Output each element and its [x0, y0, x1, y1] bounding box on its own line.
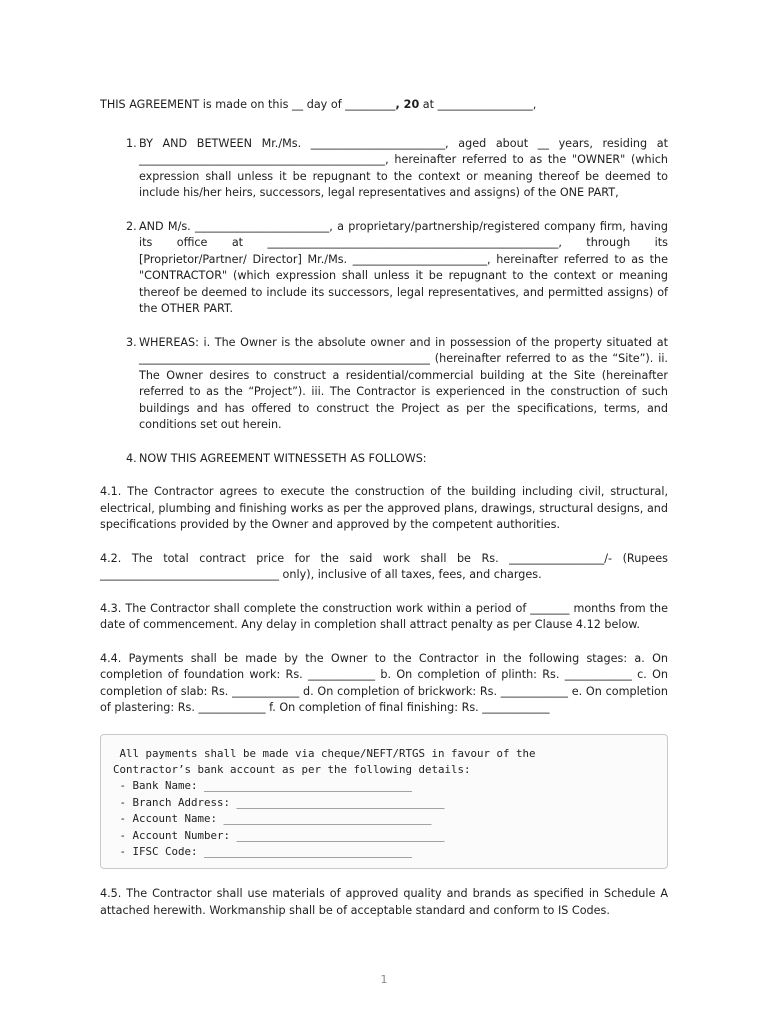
bank-name-line: - Bank Name: ________________________________ — [113, 779, 413, 793]
paragraph-4-3: 4.3. The Contractor shall complete the construction work within a period of _______ months from the date of commencement. Any delay in completion shall attract penalty as per Clause 4.12 below. — [100, 601, 668, 631]
agreement-intro — [100, 97, 668, 114]
page-number: 1 — [380, 973, 388, 986]
clause-item — [100, 136, 668, 202]
account-name-line: - Account Name: ________________________________ — [113, 812, 432, 826]
clause-item — [100, 219, 668, 318]
account-number-line: - Account Number: ________________________________ — [113, 828, 445, 842]
ifsc-code-line: - IFSC Code: ________________________________ — [113, 844, 413, 858]
paragraph-4-4: 4.4. Payments shall be made by the Owner to the Contractor in the following stages: a. On completion of foundation work: Rs. ____________ b. On completion of plinth: Rs. ____________ c. On completion of slab: Rs. ____________ d. On completion of brickwork: Rs. ____________ e. On completion of plastering: Rs. ____________ f. On completion of final finishing: Rs. ____________ — [100, 651, 668, 714]
bank-details-line: All payments shall be made via cheque/NEFT/RTGS in favour of the — [113, 746, 536, 760]
intro-place: at _________________, — [419, 98, 537, 111]
clause-text: BY AND BETWEEN Mr./Ms. ________________________, aged about __ years, residing at ____________________________________________, hereinafter referred to as the "OWNER" (which expression shall unless it be repugnant to the context or meaning thereof be deemed to include his/her heirs, successors, legal representatives and assigns) of the ONE PART, — [139, 136, 668, 199]
document-page — [100, 97, 668, 936]
clause-text: AND M/s. ________________________, a proprietary/partnership/registered company firm, having its office at ____________________________________________________, through its [Proprietor/Partner/ Director] Mr./Ms. ________________________, hereinafter referred to as the "CONTRACTOR" (which expression shall unless it be repugnant to the context or meaning thereof be deemed to include its successors, legal representatives, and permitted assigns) of the OTHER PART. — [139, 219, 668, 315]
branch-address-line: - Branch Address: ________________________________ — [113, 795, 445, 809]
clause-text: NOW THIS AGREEMENT WITNESSETH AS FOLLOWS: — [139, 451, 427, 465]
clause-number: 4. — [126, 451, 137, 465]
paragraph-4-2: 4.2. The total contract price for the said work shall be Rs. _________________/- (Rupees ________________________________ only), inclusive of all taxes, fees, and charges. — [100, 551, 668, 581]
clause-item — [100, 335, 668, 434]
bank-details-box — [100, 734, 668, 870]
clause-number: 3. — [126, 335, 137, 349]
clause-number: 2. — [126, 219, 137, 233]
intro-year: , 20 — [395, 98, 420, 111]
bank-details-line: Contractor’s bank account as per the following details: — [113, 762, 471, 776]
clause-number: 1. — [126, 136, 137, 150]
clause-item — [100, 451, 668, 468]
clause-text: WHEREAS: i. The Owner is the absolute owner and in possession of the property situated at ____________________________________________________ (hereinafter referred to as the “Site”). ii. The Owner desires to construct a residential/commercial building at the Site (hereinafter referred to as the “Project”). iii. The Contractor is experienced in the construction of such buildings and has offered to construct the Project as per the specifications, terms, and conditions set out herein. — [139, 335, 668, 431]
numbered-clauses — [100, 136, 668, 468]
paragraph-4-1: 4.1. The Contractor agrees to execute the construction of the building including civil, structural, electrical, plumbing and finishing works as per the approved plans, drawings, structural designs, and specifications provided by the Owner and approved by the competent authorities. — [100, 485, 668, 531]
intro-text: THIS AGREEMENT is made on this __ day of _________ — [100, 98, 396, 111]
paragraph-4-5: 4.5. The Contractor shall use materials of approved quality and brands as specified in Schedule A attached herewith. Workmanship shall be of acceptable standard and conform to IS Codes. — [100, 887, 668, 917]
